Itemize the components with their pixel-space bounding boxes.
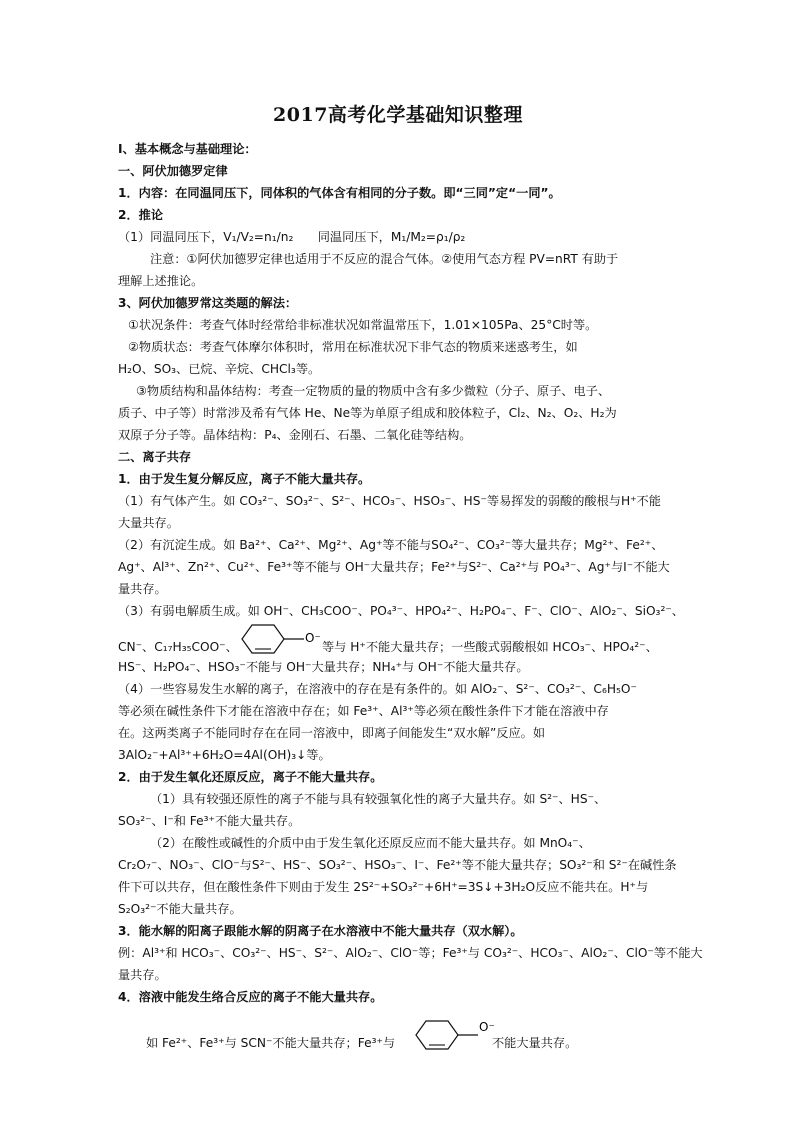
- paragraph: （2）在酸性或碱性的介质中由于发生氧化还原反应而不能大量共存。如 MnO₄⁻、: [150, 836, 591, 850]
- phenoxide-structure-icon: [404, 1018, 500, 1052]
- paragraph: Ag⁺、Al³⁺、Zn²⁺、Cu²⁺、Fe³⁺等不能与 OH⁻大量共存；Fe²⁺与S²⁻、Ca²⁺与 PO₄³⁻、Ag⁺与I⁻不能大: [118, 560, 670, 574]
- paragraph: （2）有沉淀生成。如 Ba²⁺、Ca²⁺、Mg²⁺、Ag⁺等不能与SO₄²⁻、CO₃²⁻等大量共存；Mg²⁺、Fe²⁺、: [118, 538, 664, 552]
- paragraph: 在。这两类离子不能同时存在在同一溶液中，即离子间能发生“双水解”反应。如: [118, 726, 546, 740]
- paragraph: 等必须在碱性条件下才能在溶液中存在；如 Fe³⁺、Al³⁺等必须在酸性条件下才能在溶液中存: [118, 704, 609, 718]
- text-line: 如 Fe²⁺、Fe³⁺与 SCN⁻不能大量共存；Fe³⁺与: [146, 1036, 396, 1050]
- paragraph: 双原子分子等。晶体结构：P₄、金刚石、石墨、二氧化硅等结构。: [118, 428, 472, 442]
- subheading: 2．推论: [118, 208, 164, 222]
- page-title: 2017高考化学基础知识整理: [273, 104, 523, 126]
- subheading: 3．能水解的阳离子跟能水解的阴离子在水溶液中不能大量共存（双水解）。: [118, 924, 523, 938]
- subheading: 2．由于发生氧化还原反应，离子不能大量共存。: [118, 770, 383, 784]
- paragraph: Cr₂O₇⁻、NO₃⁻、ClO⁻与S²⁻、HS⁻、SO₃²⁻、HSO₃⁻、I⁻、Fe²⁺等不能大量共存；SO₃²⁻和 S²⁻在碱性条: [118, 858, 677, 872]
- paragraph: 注意：①阿伏加德罗定律也适用于不反应的混合气体。②使用气态方程 PV=nRT 有助于: [150, 252, 619, 266]
- paragraph: HS⁻、H₂PO₄⁻、HSO₃⁻不能与 OH⁻大量共存；NH₄⁺与 OH⁻不能大量共存。: [118, 660, 529, 674]
- paragraph: （3）有弱电解质生成。如 OH⁻、CH₃COO⁻、PO₄³⁻、HPO₄²⁻、H₂PO₄⁻、F⁻、ClO⁻、AlO₂⁻、SiO₃²⁻、: [118, 604, 684, 618]
- heading-avogadro: 一、阿伏加德罗定律: [118, 164, 228, 178]
- paragraph: （4）一些容易发生水解的离子，在溶液中的存在是有条件的。如 AlO₂⁻、S²⁻、CO₃²⁻、C₆H₅O⁻: [118, 682, 637, 696]
- phenoxide-line: [118, 622, 678, 656]
- paragraph: 3AlO₂⁻+Al³⁺+6H₂O=4Al(OH)₃↓等。: [118, 748, 331, 762]
- subheading: 3、阿伏加德罗常这类题的解法：: [118, 296, 298, 310]
- heading-ion-coexistence: 二、离子共存: [118, 450, 192, 464]
- document-page: [118, 100, 703, 1058]
- paragraph: （1）有气体产生。如 CO₃²⁻、SO₃²⁻、S²⁻、HCO₃⁻、HSO₃⁻、HS⁻等易挥发的弱酸的酸根与H⁺不能: [118, 494, 661, 508]
- oxide-label: O⁻: [479, 1020, 495, 1034]
- paragraph: （1）同温同压下，V₁/V₂=n₁/n₂ 同温同压下，M₁/M₂=ρ₁/ρ₂: [118, 230, 466, 244]
- phenoxide-structure-icon: [230, 622, 326, 656]
- paragraph: S₂O₃²⁻不能大量共存。: [118, 902, 242, 916]
- phenoxide-line-2: [118, 1014, 678, 1058]
- paragraph: SO₃²⁻、I⁻和 Fe³⁺不能大量共存。: [118, 814, 301, 828]
- paragraph: ②物质状态：考查气体摩尔体积时，常用在标准状况下非气态的物质来迷惑考生，如: [128, 340, 578, 354]
- paragraph: 件下可以共存，但在酸性条件下则由于发生 2S²⁻+SO₃²⁻+6H⁺=3S↓+3H₂O反应不能共在。H⁺与: [118, 880, 649, 894]
- paragraph: 大量共存。: [118, 516, 179, 530]
- text-line: 等与 H⁺不能大量共存；一些酸式弱酸根如 HCO₃⁻、HPO₄²⁻、: [322, 640, 658, 654]
- paragraph: 理解上述推论。: [118, 274, 204, 288]
- text-line: CN⁻、C₁₇H₃₅COO⁻、: [118, 640, 238, 654]
- subheading: 4．溶液中能发生络合反应的离子不能大量共存。: [118, 990, 383, 1004]
- paragraph: 量共存。: [118, 968, 167, 982]
- paragraph: 量共存。: [118, 582, 167, 596]
- paragraph: ③物质结构和晶体结构：考查一定物质的量的物质中含有多少微粒（分子、原子、电子、: [136, 384, 611, 398]
- paragraph: （1）具有较强还原性的离子不能与具有较强氧化性的离子大量共存。如 S²⁻、HS⁻、: [150, 792, 607, 806]
- paragraph: 质子、中子等）时常涉及希有气体 He、Ne等为单原子组成和胶体粒子，Cl₂、N₂、O₂、H₂为: [118, 406, 617, 420]
- text-line: 不能大量共存。: [492, 1036, 578, 1050]
- paragraph: H₂O、SO₃、已烷、辛烷、CHCl₃等。: [118, 362, 321, 376]
- paragraph: [118, 182, 678, 204]
- subheading: 1．由于发生复分解反应，离子不能大量共存。: [118, 472, 371, 486]
- text-line: 1．内容：在同温同压下，同体积的气体含有相同的分子数。即“三同”定“一同”。: [118, 186, 561, 200]
- paragraph: ①状况条件：考查气体时经常给非标准状况如常温常压下，1.01×105Pa、25°C时等。: [128, 318, 598, 332]
- section-heading: Ⅰ、基本概念与基础理论：: [118, 142, 257, 156]
- oxide-label: O⁻: [305, 631, 321, 645]
- paragraph: 例：Al³⁺和 HCO₃⁻、CO₃²⁻、HS⁻、S²⁻、AlO₂⁻、ClO⁻等；Fe³⁺与 CO₃²⁻、HCO₃⁻、AlO₂⁻、ClO⁻等不能大: [118, 946, 703, 960]
